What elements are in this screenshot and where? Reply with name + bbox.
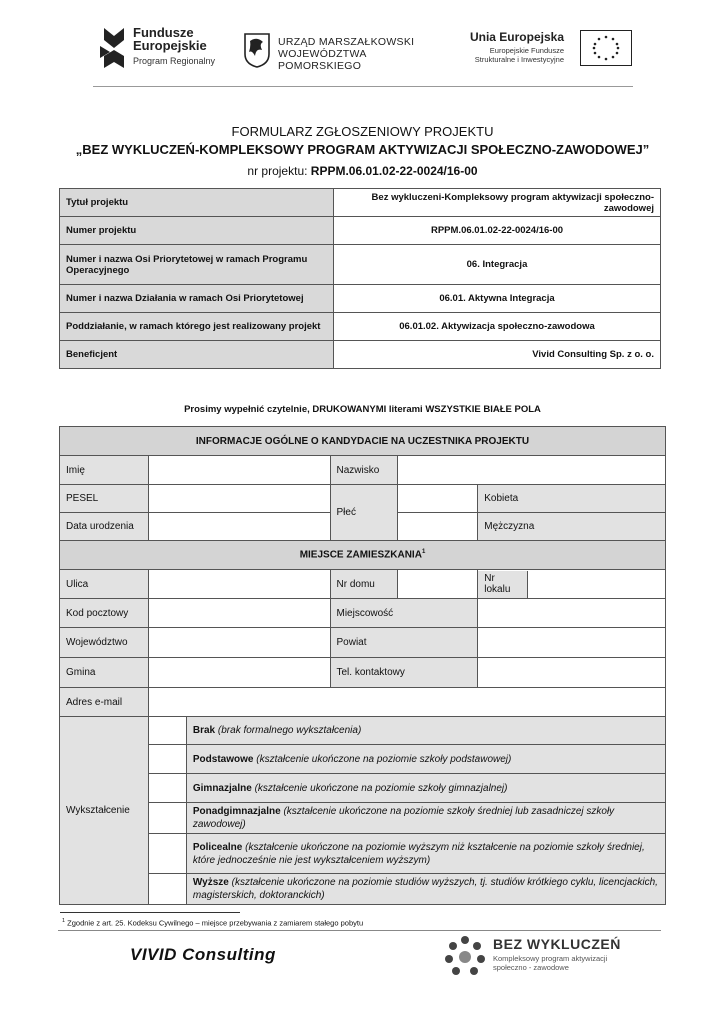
- edu-checkbox-brak[interactable]: [148, 717, 186, 745]
- table-row: [60, 570, 666, 599]
- table-row: [60, 456, 666, 485]
- info-label: Beneficjent: [60, 341, 334, 369]
- nr-lokalu-input[interactable]: [528, 571, 665, 598]
- form-title: FORMULARZ ZGŁOSZENIOWY PROJEKTU: [231, 124, 494, 139]
- info-value: Vivid Consulting Sp. z o. o.: [334, 341, 661, 369]
- label-gmina: Gmina: [60, 658, 149, 688]
- section-header-general: INFORMACJE OGÓLNE O KANDYDACIE NA UCZESTNIKA PROJEKTU: [60, 427, 666, 456]
- section-header-address: MIEJSCE ZAMIESZKANIA$^1$: [60, 541, 666, 570]
- table-row: [60, 803, 666, 834]
- table-row: [60, 313, 661, 341]
- vivid-consulting-logo: VIVID Consulting: [130, 945, 276, 964]
- fill-instruction: Prosimy wypełnić czytelnie, DRUKOWANYMI literami WSZYSTKIE BIAŁE POLA: [184, 404, 541, 415]
- fe-title: Fundusze Europejskie: [133, 25, 207, 53]
- table-row: [60, 628, 666, 658]
- nr-lokalu-cell: [478, 570, 666, 599]
- header-logos: [0, 0, 725, 90]
- table-row: [60, 717, 666, 745]
- data-urodzenia-input[interactable]: [148, 513, 330, 541]
- wojewodztwo-input[interactable]: [148, 628, 330, 658]
- table-row: [60, 774, 666, 803]
- table-row: [60, 688, 666, 717]
- label-tel: Tel. kontaktowy: [330, 658, 478, 688]
- edu-option-gimnazjalne: Gimnazjalne (kształcenie ukończone na poziomie szkoły gimnazjalnej): [186, 774, 665, 803]
- edu-option-ponadgimnazjalne: Ponadgimnazjalne (kształcenie ukończone na poziomie szkoły średniej lub zasadniczej szkoły zawodowej): [186, 803, 665, 834]
- table-row: [60, 341, 661, 369]
- ue-title: Unia Europejska: [469, 30, 564, 44]
- miejscowosc-input[interactable]: [478, 599, 666, 628]
- ue-subtitle: Europejskie Fundusze Strukturalne i Inwestycyjne: [474, 46, 564, 64]
- info-value: 06.01.02. Aktywizacja społeczno-zawodowa: [334, 313, 661, 341]
- edu-checkbox-ponadgimnazjalne[interactable]: [148, 803, 186, 834]
- kobieta-checkbox[interactable]: [398, 485, 478, 513]
- label-wyksztalcenie: Wykształcenie: [60, 717, 149, 905]
- griffin-crest-icon: [243, 32, 271, 68]
- info-label: Numer i nazwa Osi Priorytetowej w ramach Programu Operacyjnego: [60, 245, 334, 285]
- pesel-input[interactable]: [148, 485, 330, 513]
- footnote-divider: [60, 912, 240, 913]
- info-label: Tytuł projektu: [60, 189, 334, 217]
- table-row: [60, 658, 666, 688]
- table-row: [60, 745, 666, 774]
- label-plec: Płeć: [330, 485, 398, 541]
- project-name-title: „BEZ WYKLUCZEŃ-KOMPLEKSOWY PROGRAM AKTYWIZACJI SPOŁECZNO-ZAWODOWEJ”: [75, 142, 650, 157]
- project-number-line: nr projektu: RPPM.06.01.02-22-0024/16-00: [247, 164, 478, 178]
- label-powiat: Powiat: [330, 628, 478, 658]
- edu-checkbox-wyzsze[interactable]: [148, 874, 186, 905]
- edu-option-brak: Brak (brak formalnego wykształcenia): [186, 717, 665, 745]
- eu-flag-icon: [580, 30, 632, 66]
- table-row: [60, 541, 666, 570]
- table-row: [60, 245, 661, 285]
- imie-input[interactable]: [148, 456, 330, 485]
- label-nazwisko: Nazwisko: [330, 456, 398, 485]
- table-row: [60, 834, 666, 874]
- powiat-input[interactable]: [478, 628, 666, 658]
- footnote: $^1$ Zgodnie z art. 25. Kodeksu Cywilnego – miejsce przebywania z zamiarem stałego pobytu: [62, 918, 364, 928]
- edu-option-policealne: Policealne (kształcenie ukończone na poziomie wyższym niż kształcenie na poziomie szkoły średniej, które jednocześnie nie jest wykształceniem wyższym): [186, 834, 665, 874]
- footer-divider: [58, 930, 661, 931]
- header-divider: [93, 86, 633, 87]
- table-row: [60, 285, 661, 313]
- label-ulica: Ulica: [60, 570, 149, 599]
- fundusze-europejskie-logo: [98, 24, 228, 74]
- edu-checkbox-gimnazjalne[interactable]: [148, 774, 186, 803]
- bez-wykluczen-logo: [443, 932, 621, 982]
- label-nr-domu: Nr domu: [330, 570, 398, 599]
- project-info-table: [59, 188, 661, 369]
- nr-domu-input[interactable]: [398, 570, 478, 599]
- table-row: [60, 874, 666, 905]
- label-data-urodzenia: Data urodzenia: [60, 513, 149, 541]
- tel-input[interactable]: [478, 658, 666, 688]
- unia-europejska-logo: [462, 28, 632, 72]
- um-text: URZĄD MARSZAŁKOWSKI WOJEWÓDZTWA POMORSKIEGO: [278, 36, 415, 72]
- info-value: Bez wykluczeni-Kompleksowy program aktywizacji społeczno-zawodowej: [334, 189, 661, 217]
- table-row: [60, 189, 661, 217]
- info-label: Poddziałanie, w ramach którego jest realizowany projekt: [60, 313, 334, 341]
- email-input[interactable]: [148, 688, 665, 717]
- label-pesel: PESEL: [60, 485, 149, 513]
- edu-option-wyzsze: Wyższe (kształcenie ukończone na poziomie studiów wyższych, tj. studiów krótkiego cyklu, licencjackich, magisterskich, doktoranckich): [186, 874, 665, 905]
- urzad-marszalkowski-logo: [243, 32, 443, 72]
- fe-subtitle: Program Regionalny: [133, 56, 216, 66]
- fe-star-icon: [98, 26, 126, 70]
- label-kod-pocztowy: Kod pocztowy: [60, 599, 149, 628]
- info-value: RPPM.06.01.02-22-0024/16-00: [334, 217, 661, 245]
- label-nr-lokalu: Nr lokalu: [478, 571, 528, 598]
- nazwisko-input[interactable]: [398, 456, 666, 485]
- table-row: [60, 427, 666, 456]
- bez-title: BEZ WYKLUCZEŃ: [493, 936, 621, 952]
- ulica-input[interactable]: [148, 570, 330, 599]
- edu-option-podstawowe: Podstawowe (kształcenie ukończone na poziomie szkoły podstawowej): [186, 745, 665, 774]
- info-label: Numer projektu: [60, 217, 334, 245]
- mezczyzna-checkbox[interactable]: [398, 513, 478, 541]
- candidate-form-table: [59, 426, 666, 905]
- label-email: Adres e-mail: [60, 688, 149, 717]
- people-circle-icon: [443, 934, 487, 978]
- info-value: 06.01. Aktywna Integracja: [334, 285, 661, 313]
- kod-pocztowy-input[interactable]: [148, 599, 330, 628]
- edu-checkbox-podstawowe[interactable]: [148, 745, 186, 774]
- label-imie: Imię: [60, 456, 149, 485]
- info-label: Numer i nazwa Działania w ramach Osi Priorytetowej: [60, 285, 334, 313]
- label-kobieta: Kobieta: [478, 485, 666, 513]
- label-miejscowosc: Miejscowość: [330, 599, 478, 628]
- edu-checkbox-policealne[interactable]: [148, 834, 186, 874]
- bez-subtitle: Kompleksowy program aktywizacji społeczno - zawodowe: [493, 954, 608, 972]
- table-row: [60, 217, 661, 245]
- info-value: 06. Integracja: [334, 245, 661, 285]
- table-row: [60, 599, 666, 628]
- table-row: [60, 485, 666, 513]
- label-wojewodztwo: Województwo: [60, 628, 149, 658]
- gmina-input[interactable]: [148, 658, 330, 688]
- label-mezczyzna: Mężczyzna: [478, 513, 666, 541]
